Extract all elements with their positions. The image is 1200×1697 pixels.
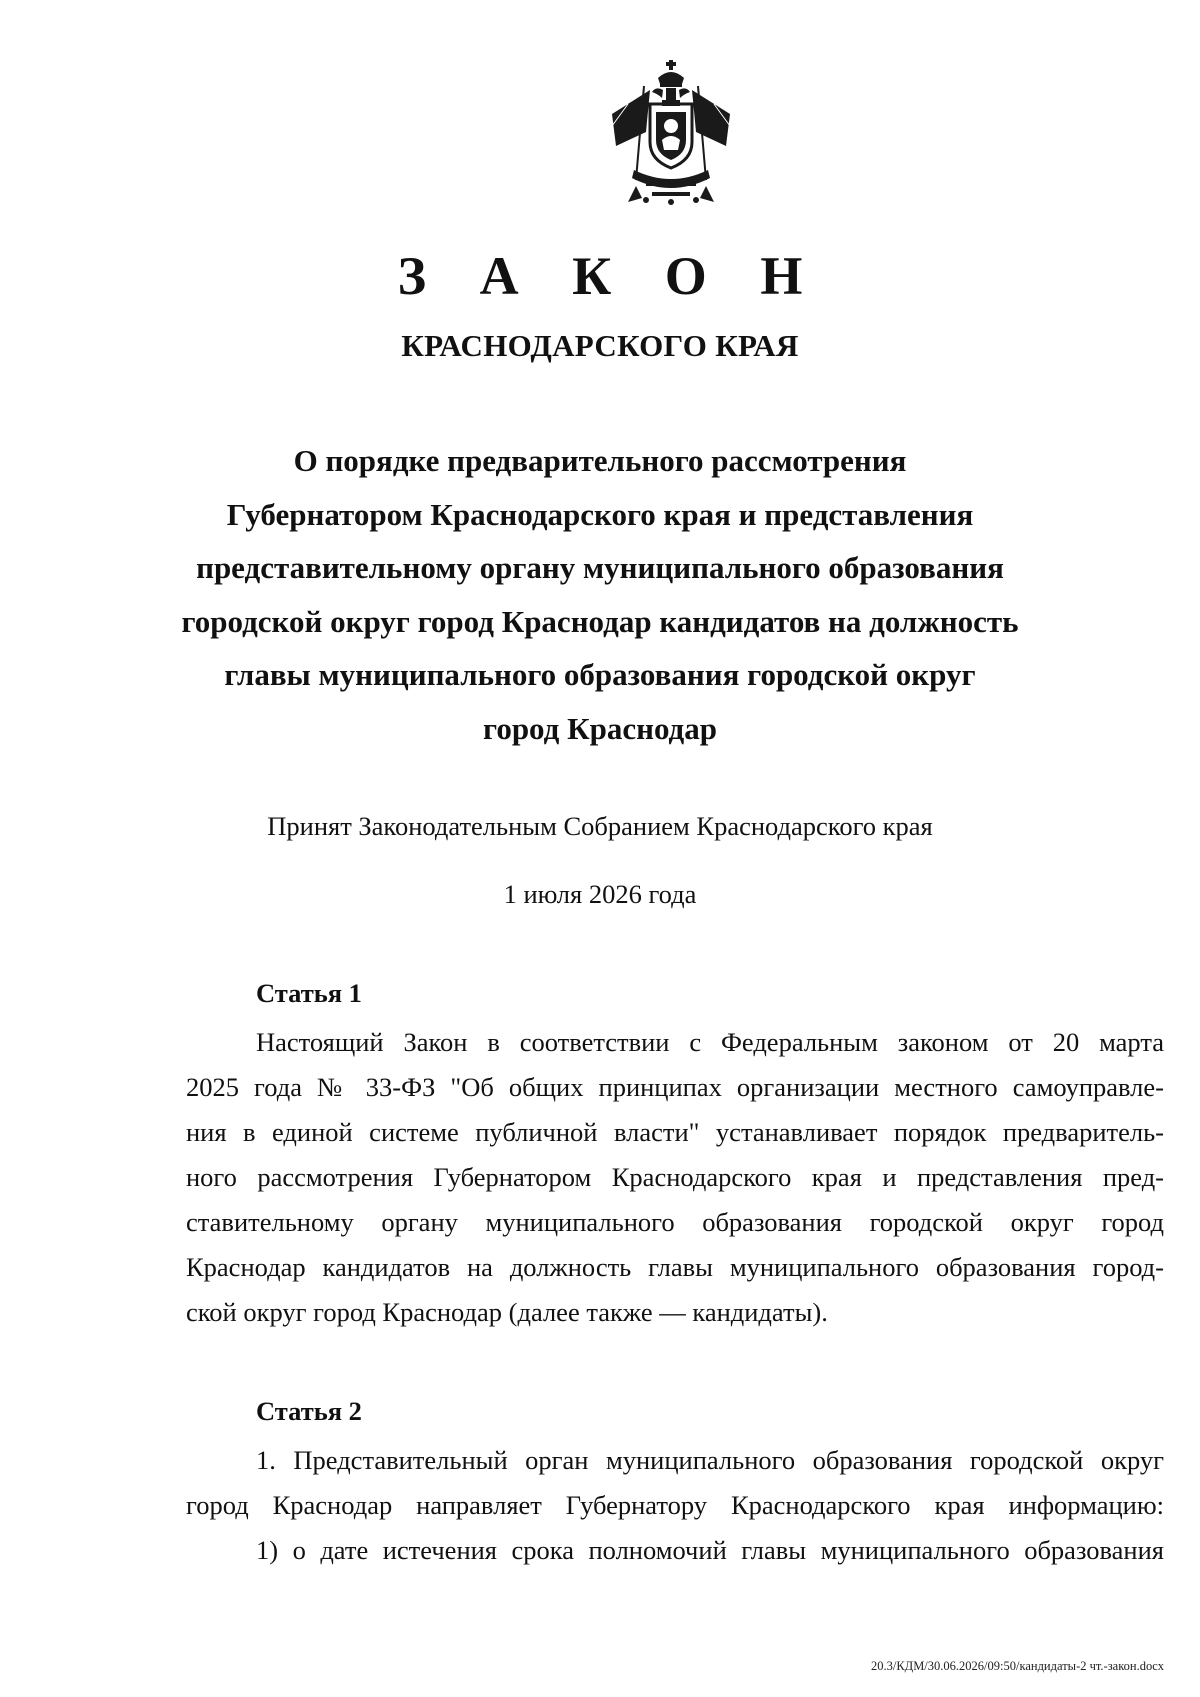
region-title: КРАСНОДАРСКОГО КРАЯ	[401, 328, 799, 363]
text-line: 1. Представительный орган муниципального образования городской округ	[256, 1445, 1164, 1475]
article-1-text	[186, 1020, 1164, 1335]
law-name	[0, 434, 1200, 756]
article-2-heading: Статья 2	[256, 1396, 362, 1426]
law-name-line: Губернатором Краснодарского края и представления	[226, 496, 974, 532]
law-name-line: главы муниципального образования городской округ	[224, 657, 976, 693]
law-name-line: город Краснодар	[483, 710, 717, 746]
text-line: ставительному органу муниципального образования городской округ город	[186, 1207, 1164, 1237]
document-type-title: З А К О Н	[397, 246, 823, 306]
text-line: Настоящий Закон в соответствии с Федеральным законом от 20 марта	[256, 1027, 1164, 1057]
law-name-line: О порядке предварительного рассмотрения	[293, 443, 907, 478]
coat-of-arms-icon	[606, 60, 736, 208]
article-2-text	[186, 1438, 1164, 1573]
text-line: ния в единой системе публичной власти" устанавливает порядок предваритель-	[186, 1117, 1164, 1147]
adoption-date: 1 июля 2026 года	[503, 879, 697, 909]
text-line: Краснодар кандидатов на должность главы муниципального образования город-	[186, 1252, 1164, 1282]
text-line: ного рассмотрения Губернатором Краснодарского края и представления пред-	[186, 1162, 1164, 1192]
text-line: ской округ город Краснодар (далее также — кандидаты).	[186, 1297, 828, 1327]
text-line: 1) о дате истечения срока полномочий главы муниципального образования	[256, 1535, 1164, 1565]
article-1-heading: Статья 1	[256, 978, 362, 1008]
text-line: 2025 года № 33-ФЗ "Об общих принципах организации местного самоуправле-	[186, 1072, 1164, 1102]
file-reference: 20.3/КДМ/30.06.2026/09:50/кандидаты-2 чт.-закон.docx	[870, 1659, 1164, 1673]
text-line: город Краснодар направляет Губернатору Краснодарского края информацию:	[186, 1490, 1164, 1520]
law-name-line: представительному органу муниципального образования	[196, 550, 1004, 586]
adoption-statement: Принят Законодательным Собранием Краснодарского края	[267, 811, 933, 841]
law-name-line: городской округ город Краснодар кандидатов на должность	[181, 603, 1019, 639]
